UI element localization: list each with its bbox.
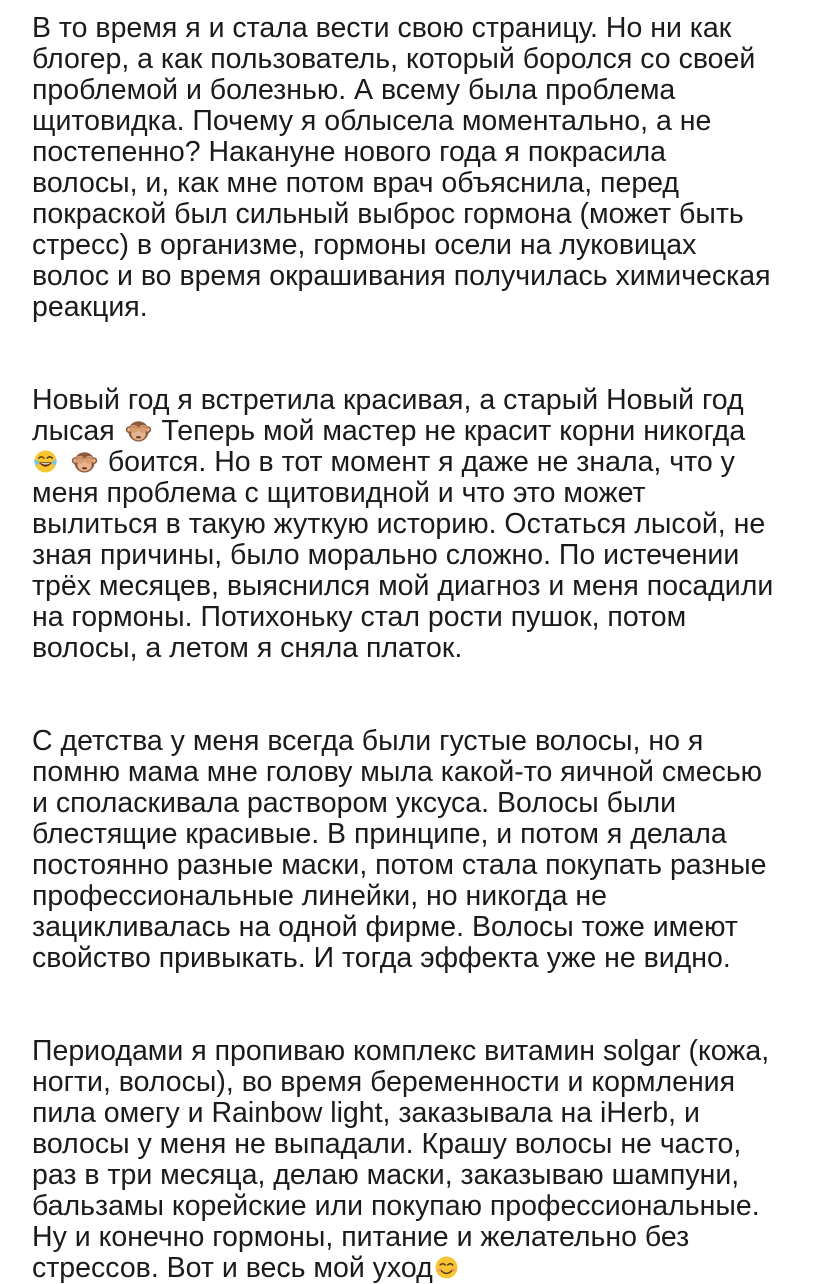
paragraph-2: [32, 385, 802, 664]
text-line: раз в три месяца, делаю маски, заказываю шампуни,: [32, 1159, 740, 1191]
paragraph-3: [32, 726, 802, 974]
text-line: В то время я и стала вести свою страницу. Но ни как: [32, 12, 732, 44]
text-line: ногти, волосы), во время беременности и кормления: [32, 1066, 736, 1098]
text-line: покраской был сильный выброс гормона (может быть: [32, 198, 744, 230]
text-line: проблемой и болезнью. А всему была проблема: [32, 74, 676, 106]
smiling-face-icon: [433, 1254, 460, 1281]
text-segment: боится. Но в тот момент я даже не знала, что у: [107, 446, 735, 478]
text-line: постоянно разные маски, потом стала покупать разные: [32, 849, 767, 881]
face-with-tears-of-joy-icon: [32, 448, 59, 475]
text-line: зацикливалась на одной фирме. Волосы тоже имеют: [32, 911, 738, 943]
text-line: [32, 416, 802, 447]
paragraph-4: [32, 1036, 802, 1284]
text-line: вылиться в такую жуткую историю. Остаться лысой, не: [32, 508, 766, 540]
paragraph-1: [32, 13, 802, 323]
text-line: зная причины, было морально сложно. По истечении: [32, 539, 740, 571]
text-segment: лысая: [32, 415, 115, 447]
see-no-evil-monkey-icon: [71, 448, 98, 475]
text-line: волос и во время окрашивания получилась химическая: [32, 260, 771, 292]
text-line: реакция.: [32, 291, 148, 323]
text-line: Периодами я пропиваю комплекс витамин solgar (кожа,: [32, 1035, 770, 1067]
post-body: [32, 13, 802, 1284]
text-line: блестящие красивые. В принципе, и потом я делала: [32, 818, 727, 850]
text-line: Новый год я встретила красивая, а старый Новый год: [32, 384, 744, 416]
text-line: щитовидка. Почему я облысела моментально, а не: [32, 105, 712, 137]
text-line: помню мама мне голову мыла какой-то яичной смесью: [32, 756, 763, 788]
text-line: на гормоны. Потихоньку стал рости пушок, потом: [32, 601, 687, 633]
text-line: [32, 1253, 802, 1284]
text-line: бальзамы корейские или покупаю профессиональные.: [32, 1190, 760, 1222]
text-line: волосы, и, как мне потом врач объяснила, перед: [32, 167, 680, 199]
text-line: свойство привыкать. И тогда эффекта уже не видно.: [32, 942, 731, 974]
text-line: пила омегу и Rainbow light, заказывала на iHerb, и: [32, 1097, 700, 1129]
text-line: стресс) в организме, гормоны осели на луковицах: [32, 229, 697, 261]
see-no-evil-monkey-icon: [125, 417, 152, 444]
text-line: С детства у меня всегда были густые волосы, но я: [32, 725, 704, 757]
text-line: трёх месяцев, выяснился мой диагноз и меня посадили: [32, 570, 774, 602]
text-line: меня проблема с щитовидной и что это может: [32, 477, 646, 509]
text-line: постепенно? Накануне нового года я покрасила: [32, 136, 667, 168]
text-line: блогер, а как пользователь, который боролся со своей: [32, 43, 756, 75]
text-line: волосы, а летом я сняла платок.: [32, 632, 463, 664]
text-line: [32, 447, 802, 478]
text-line: Ну и конечно гормоны, питание и желательно без: [32, 1221, 690, 1253]
text-line: профессиональные линейки, но никогда не: [32, 880, 607, 912]
text-segment: стрессов. Вот и весь мой уход: [32, 1252, 433, 1284]
text-line: и споласкивала раствором уксуса. Волосы были: [32, 787, 677, 819]
text-line: волосы у меня не выпадали. Крашу волосы не часто,: [32, 1128, 742, 1160]
text-segment: Теперь мой мастер не красит корни никогда: [161, 415, 746, 447]
